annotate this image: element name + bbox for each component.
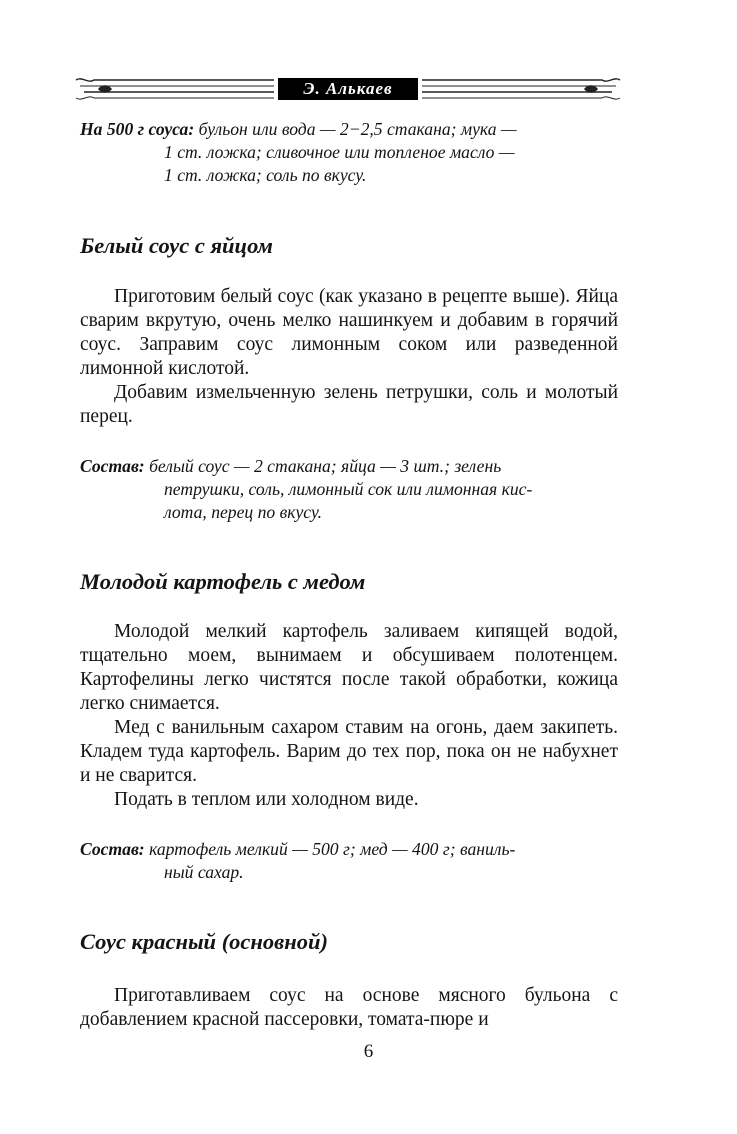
- recipe-paragraph: Приготавливаем соус на основе мясного бульона с добавлением красной пассеровки, томата-пюре и: [80, 985, 618, 1030]
- page-number: 6: [363, 1041, 374, 1062]
- intro-ingredients-label: На 500 г соуса:: [80, 119, 195, 139]
- running-header: [74, 72, 622, 106]
- ingredients-line: ный сахар.: [164, 862, 244, 882]
- ingredients-line: белый соус — 2 стакана; яйца — 3 шт.; зелень: [149, 456, 502, 476]
- recipe-paragraph: Мед с ванильным сахаром ставим на огонь, даем закипеть. Кладем туда картофель. Варим до тех пор, пока он не набухнет и не сварится.: [80, 717, 618, 786]
- intro-ingredients-line: бульон или вода — 2−2,5 стакана; мука —: [198, 119, 517, 139]
- recipe-ingredients: [80, 838, 618, 884]
- intro-ingredients-line: 1 ст. ложка; сливочное или топленое масло —: [164, 142, 515, 162]
- ingredients-line: петрушки, соль, лимонный сок или лимонная кис-: [164, 479, 533, 499]
- ingredients-line: лота, перец по вкусу.: [164, 502, 323, 522]
- intro-ingredients: [80, 118, 618, 187]
- ingredients-label: Состав:: [80, 839, 145, 859]
- recipe-title: Соус красный (основной): [80, 929, 328, 954]
- recipe-body: [80, 620, 618, 812]
- recipe-title: Молодой картофель с медом: [80, 569, 366, 594]
- recipe-paragraph: Приготовим белый соус (как указано в рецепте выше). Яйца сварим вкрутую, очень мелко нашинкуем и добавим в горячий соус. Заправим соус лимонным соком или разведенной лимонной кислотой.: [80, 286, 618, 379]
- recipe-ingredients: [80, 455, 618, 524]
- recipe-body: [80, 984, 618, 1032]
- ingredients-label: Состав:: [80, 456, 145, 476]
- recipe-paragraph: Подать в теплом или холодном виде.: [114, 789, 419, 810]
- recipe-paragraph: Добавим измельченную зелень петрушки, соль и молотый перец.: [80, 382, 618, 427]
- recipe-title: Белый соус с яйцом: [80, 233, 273, 258]
- header-author: Э. Алькаев: [278, 78, 418, 100]
- ingredients-line: картофель мелкий — 500 г; мед — 400 г; ваниль-: [149, 839, 516, 859]
- recipe-body: [80, 285, 618, 429]
- recipe-paragraph: Молодой мелкий картофель заливаем кипящей водой, тщательно моем, вынимаем и обсушиваем полотенцем. Картофелины легко чистятся после такой обработки, кожица легко снимается.: [80, 621, 618, 714]
- intro-ingredients-line: 1 ст. ложка; соль по вкусу.: [164, 165, 367, 185]
